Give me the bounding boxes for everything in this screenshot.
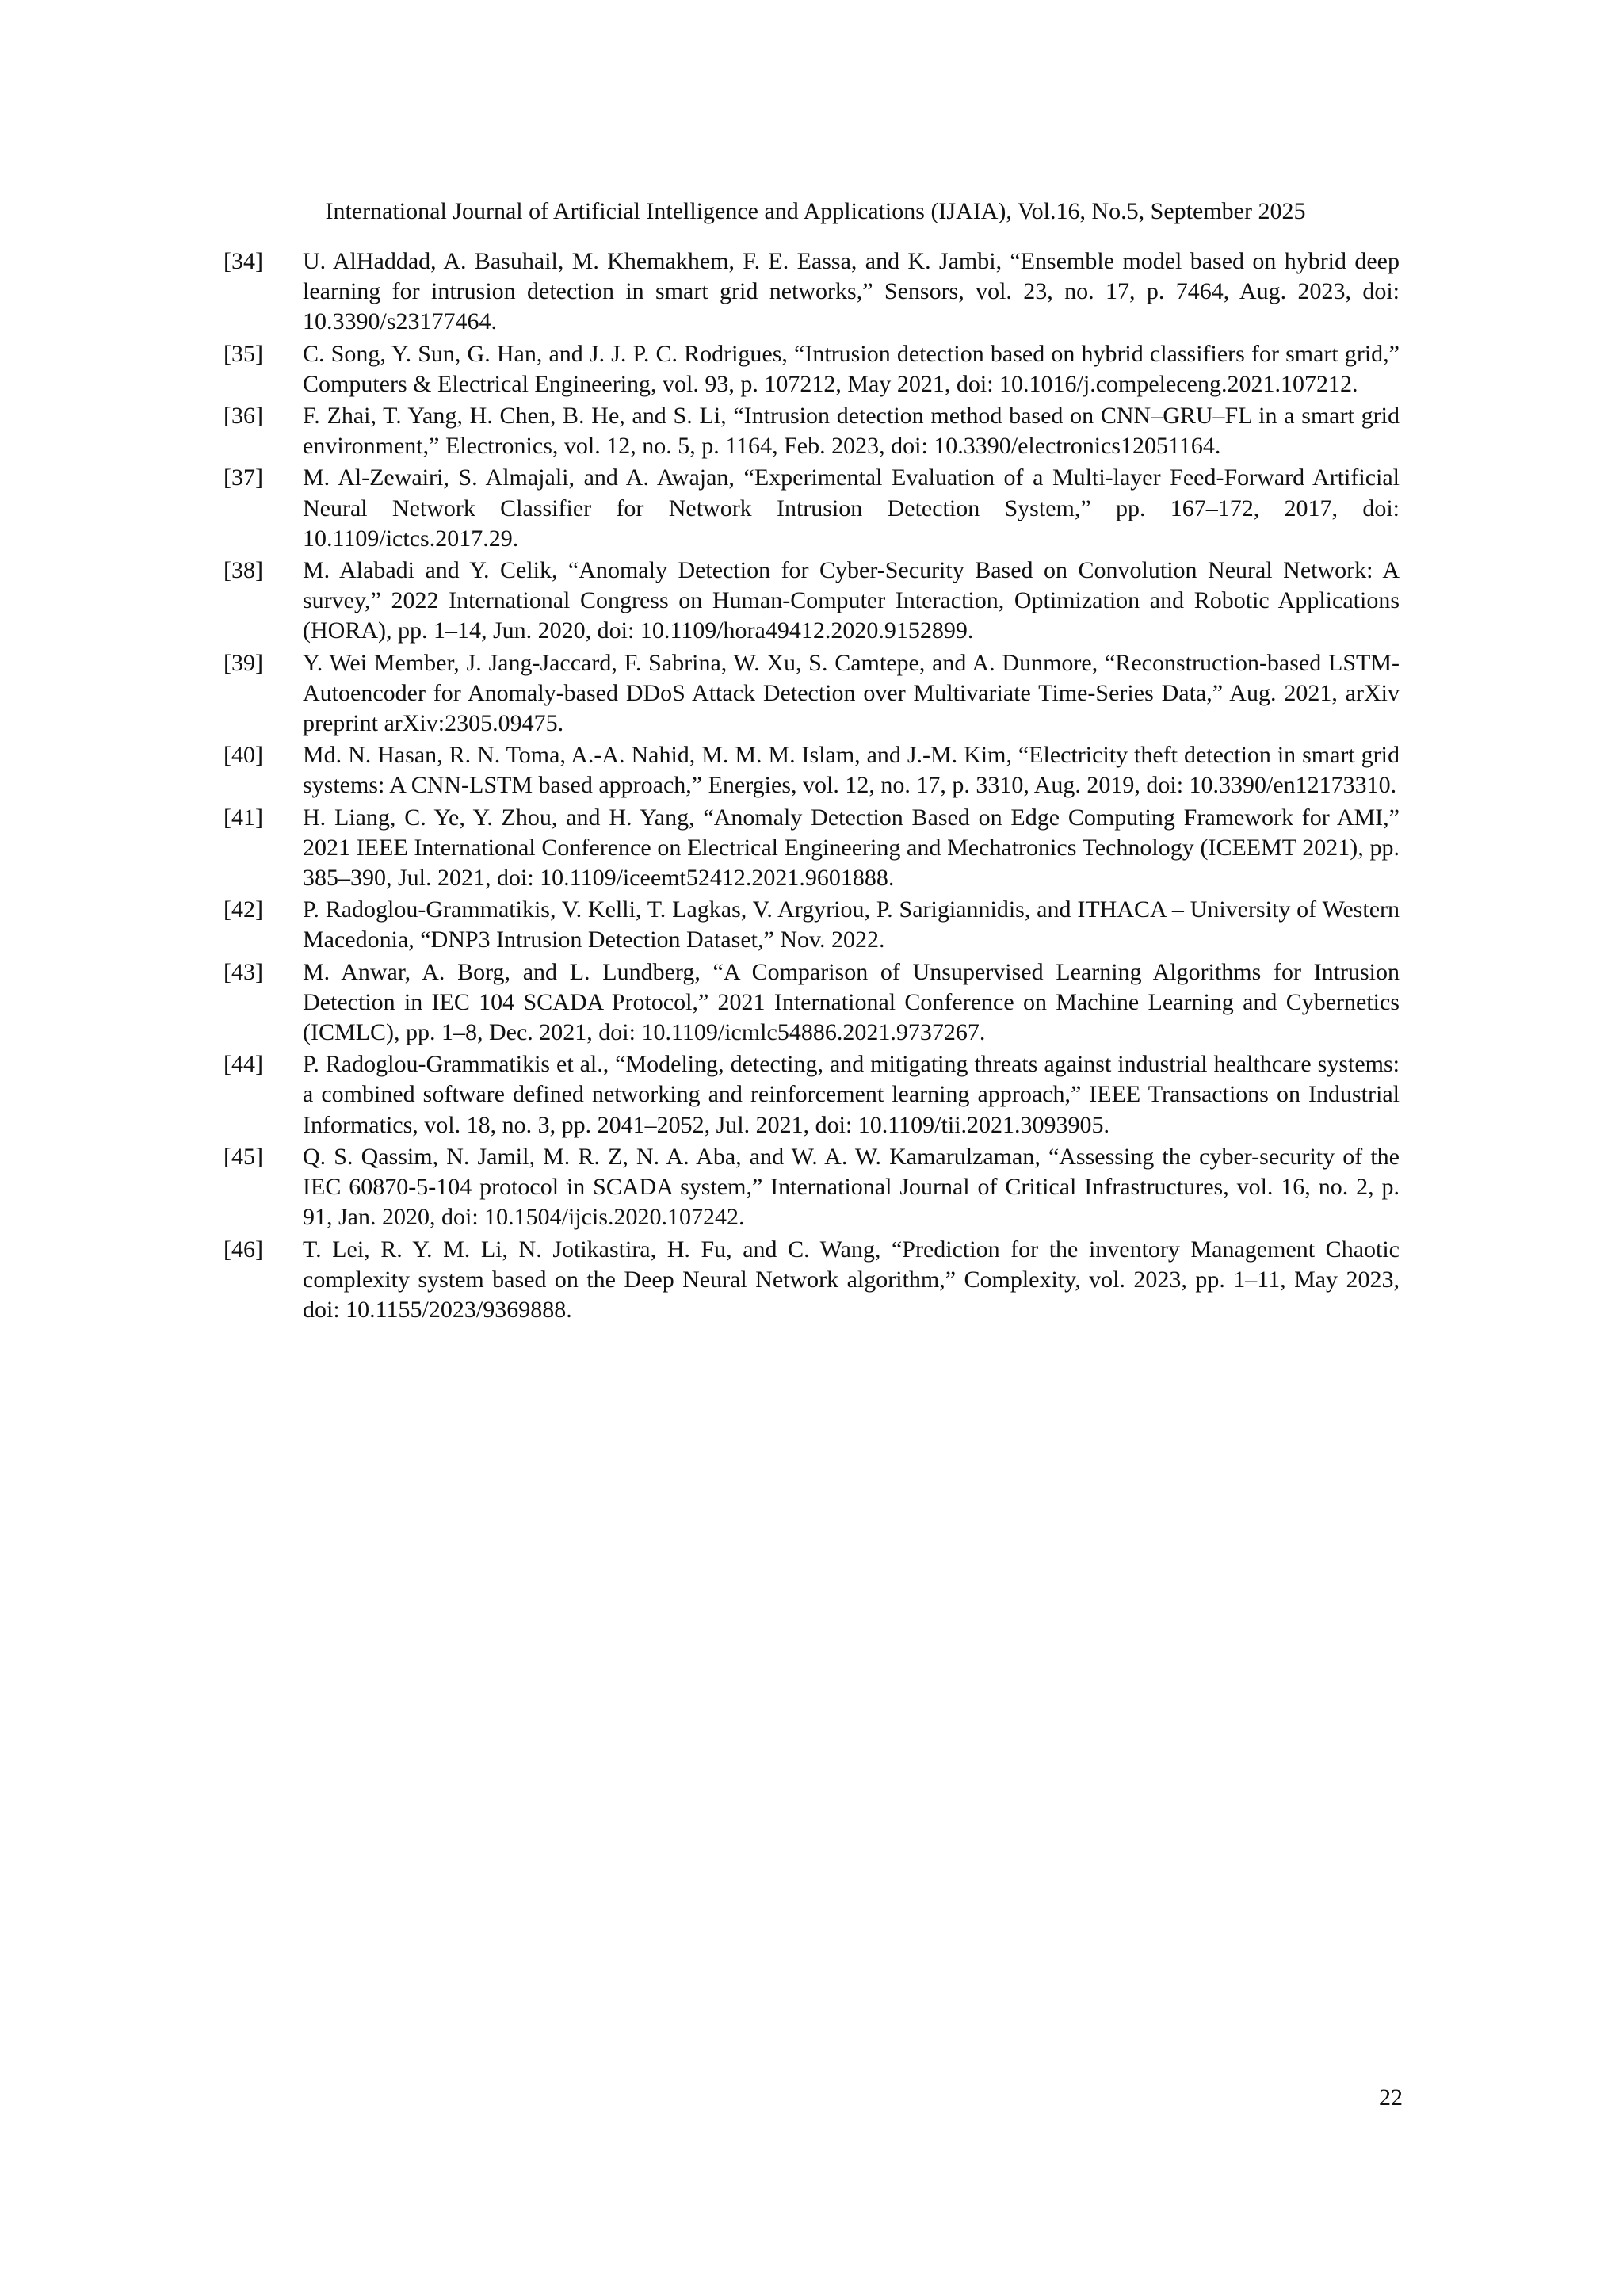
reference-item [223,740,1400,800]
reference-item [223,401,1400,461]
reference-text: Md. N. Hasan, R. N. Toma, A.-A. Nahid, M. M. M. Islam, and J.-M. Kim, “Electricity theft detection in smart grid systems: A CNN-LSTM based approach,” Energies, vol. 12, no. 17, p. 3310, Aug. 2019, doi: 10.3390/en12173310. [303,742,1400,799]
reference-text: Q. S. Qassim, N. Jamil, M. R. Z, N. A. Aba, and W. A. W. Kamarulzaman, “Assessing the cyber-security of the IEC 60870-5-104 protocol in SCADA system,” International Journal of Critical Infrastructures, vol. 16, no. 2, p. 91, Jan. 2020, doi: 10.1504/ijcis.2020.107242. [303,1143,1400,1231]
reference-text: P. Radoglou-Grammatikis et al., “Modeling, detecting, and mitigating threats against industrial healthcare systems: a combined software defined networking and reinforcement learning approach,” IEEE Transactions on Industrial Informatics, vol. 18, no. 3, pp. 2041–2052, Jul. 2021, doi: 10.1109/tii.2021.3093905. [303,1051,1400,1138]
reference-text: F. Zhai, T. Yang, H. Chen, B. He, and S. Li, “Intrusion detection method based on CNN–GRU–FL in a smart grid environment,” Electronics, vol. 12, no. 5, p. 1164, Feb. 2023, doi: 10.3390/electronics12051164. [303,403,1400,460]
reference-number: [43] [223,958,263,985]
reference-text: M. Al-Zewairi, S. Almajali, and A. Awajan, “Experimental Evaluation of a Multi-layer Feed-Forward Artificial Neural Network Classifier for Network Intrusion Detection System,” pp. 167–172, 2017, doi: 10.1109/ictcs.2017.29. [303,464,1400,552]
reference-item [223,895,1400,955]
reference-number: [38] [223,557,263,584]
reference-item [223,1049,1400,1140]
reference-number: [40] [223,742,263,769]
reference-list [223,246,1400,1327]
reference-number: [34] [223,248,263,274]
reference-text: U. AlHaddad, A. Basuhail, M. Khemakhem, F. E. Eassa, and K. Jambi, “Ensemble model based on hybrid deep learning for intrusion detection in smart grid networks,” Sensors, vol. 23, no. 17, p. 7464, Aug. 2023, doi: 10.3390/s23177464. [303,248,1400,335]
reference-number: [45] [223,1143,263,1170]
reference-number: [41] [223,804,263,831]
reference-item [223,339,1400,399]
reference-text: M. Alabadi and Y. Celik, “Anomaly Detection for Cyber-Security Based on Convolution Neural Network: A survey,” 2022 International Congress on Human-Computer Interaction, Optimization and Robotic Applications (HORA), pp. 1–14, Jun. 2020, doi: 10.1109/hora49412.2020.9152899. [303,557,1400,644]
reference-text: P. Radoglou-Grammatikis, V. Kelli, T. Lagkas, V. Argyriou, P. Sarigiannidis, and ITHACA – University of Western Macedonia, “DNP3 Intrusion Detection Dataset,” Nov. 2022. [303,896,1400,953]
reference-item [223,246,1400,338]
reference-number: [39] [223,649,263,676]
page-number: 22 [1379,2084,1403,2111]
reference-number: [35] [223,340,263,367]
reference-item [223,463,1400,554]
reference-number: [36] [223,403,263,430]
reference-number: [37] [223,464,263,491]
reference-number: [44] [223,1051,263,1078]
running-header: International Journal of Artificial Intelligence and Applications (IJAIA), Vol.16, No.5, September 2025 [325,198,1306,224]
reference-item [223,957,1400,1049]
reference-item [223,1235,1400,1326]
reference-item [223,803,1400,894]
reference-item [223,556,1400,647]
reference-text: T. Lei, R. Y. M. Li, N. Jotikastira, H. Fu, and C. Wang, “Prediction for the inventory Management Chaotic complexity system based on the Deep Neural Network algorithm,” Complexity, vol. 2023, pp. 1–11, May 2023, doi: 10.1155/2023/9369888. [303,1236,1400,1323]
reference-number: [42] [223,896,263,923]
reference-text: M. Anwar, A. Borg, and L. Lundberg, “A Comparison of Unsupervised Learning Algorithms for Intrusion Detection in IEC 104 SCADA Protocol,” 2021 International Conference on Machine Learning and Cybernetics (ICMLC), pp. 1–8, Dec. 2021, doi: 10.1109/icmlc54886.2021.9737267. [303,958,1400,1046]
reference-item [223,648,1400,739]
reference-text: H. Liang, C. Ye, Y. Zhou, and H. Yang, “Anomaly Detection Based on Edge Computing Framework for AMI,” 2021 IEEE International Conference on Electrical Engineering and Mechatronics Technology (ICEEMT 2021), pp. 385–390, Jul. 2021, doi: 10.1109/iceemt52412.2021.9601888. [303,804,1400,892]
reference-text: C. Song, Y. Sun, G. Han, and J. J. P. C. Rodrigues, “Intrusion detection based on hybrid classifiers for smart grid,” Computers & Electrical Engineering, vol. 93, p. 107212, May 2021, doi: 10.1016/j.compeleceng.2021.107212. [303,340,1400,397]
reference-text: Y. Wei Member, J. Jang-Jaccard, F. Sabrina, W. Xu, S. Camtepe, and A. Dunmore, “Reconstruction-based LSTM-Autoencoder for Anomaly-based DDoS Attack Detection over Multivariate Time-Series Data,” Aug. 2021, arXiv preprint arXiv:2305.09475. [303,649,1400,737]
reference-number: [46] [223,1236,263,1263]
reference-item [223,1142,1400,1233]
